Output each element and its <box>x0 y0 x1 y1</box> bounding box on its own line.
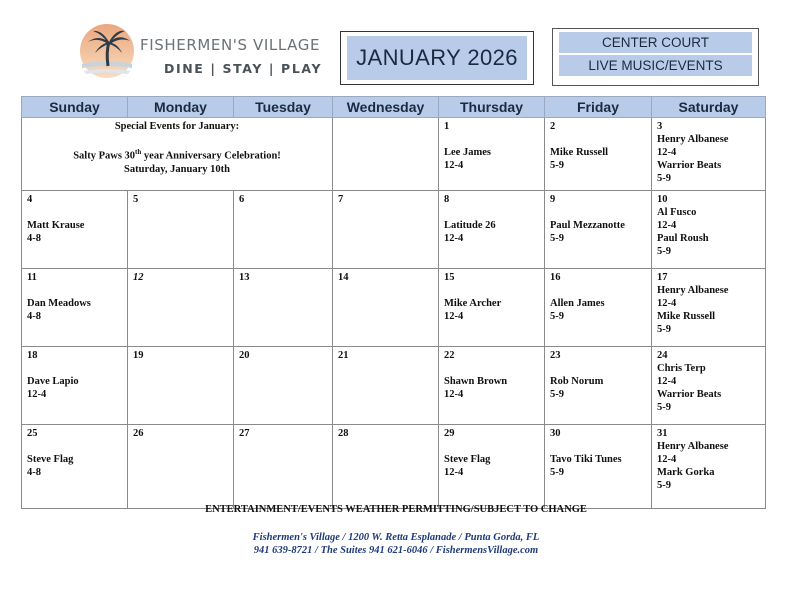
day-number: 22 <box>444 350 455 361</box>
brand-tagline: DINE | STAY | PLAY <box>164 61 323 76</box>
day-number: 6 <box>239 194 245 205</box>
performer-name: Steve Flag <box>444 454 491 465</box>
day-number: 11 <box>27 272 37 283</box>
performer-name: Latitude 26 <box>444 220 496 231</box>
day-number: 27 <box>239 428 250 439</box>
day-cell <box>333 425 439 509</box>
performer-name: Mike Russell <box>657 311 716 322</box>
performer-name: Al Fusco <box>657 207 697 218</box>
performance-time: 4-8 <box>27 311 41 322</box>
day-cell <box>234 269 333 347</box>
day-cell <box>439 191 545 269</box>
day-number: 9 <box>550 194 556 205</box>
day-number: 13 <box>239 272 250 283</box>
performance-time: 12-4 <box>444 160 464 171</box>
footer-contact <box>0 531 792 557</box>
performance-time: 5-9 <box>657 402 671 413</box>
day-number: 18 <box>27 350 38 361</box>
day-cell-empty <box>333 118 439 191</box>
footer-phone-website: 941 639-8721 / The Suites 941 621-6046 / FishermensVillage.com <box>253 545 539 556</box>
day-number: 3 <box>657 121 663 132</box>
day-number: 29 <box>444 428 455 439</box>
performance-time: 5-9 <box>550 389 564 400</box>
performance-time: 5-9 <box>550 233 564 244</box>
weekday-tuesday: Tuesday <box>234 97 333 118</box>
day-cell <box>128 347 234 425</box>
day-cell <box>652 118 766 191</box>
palm-tree-logo-icon <box>78 22 136 80</box>
week-row-2 <box>22 191 766 269</box>
performance-time: 12-4 <box>444 389 464 400</box>
performer-name: Warrior Beats <box>657 389 722 400</box>
day-number: 19 <box>133 350 144 361</box>
day-cell <box>545 425 652 509</box>
performer-name: Allen James <box>550 298 605 309</box>
day-cell <box>545 347 652 425</box>
day-number: 24 <box>657 350 668 361</box>
performance-time: 5-9 <box>550 311 564 322</box>
day-number: 1 <box>444 121 450 132</box>
performance-time: 12-4 <box>657 454 677 465</box>
day-number: 4 <box>27 194 33 205</box>
day-cell <box>439 118 545 191</box>
day-cell <box>22 191 128 269</box>
performance-time: 5-9 <box>657 246 671 257</box>
day-cell <box>333 347 439 425</box>
performer-name: Dave Lapio <box>27 376 79 387</box>
day-cell <box>333 191 439 269</box>
day-number: 25 <box>27 428 38 439</box>
performer-name: Paul Mezzanotte <box>550 220 625 231</box>
footer-address: Fishermen's Village / 1200 W. Retta Esplanade / Punta Gorda, FL <box>252 532 540 543</box>
day-cell <box>545 269 652 347</box>
day-number: 10 <box>657 194 668 205</box>
venue-box <box>552 28 759 86</box>
day-number: 12 <box>133 272 144 283</box>
performer-name: Henry Albanese <box>657 441 729 452</box>
day-cell <box>439 269 545 347</box>
day-number: 21 <box>338 350 349 361</box>
day-number: 14 <box>338 272 349 283</box>
day-cell <box>439 425 545 509</box>
special-events-title: Special Events for January: <box>114 121 240 132</box>
performance-time: 5-9 <box>657 324 671 335</box>
performer-name: Steve Flag <box>27 454 74 465</box>
day-cell <box>128 191 234 269</box>
calendar-grid <box>21 96 766 509</box>
performer-name: Paul Roush <box>657 233 709 244</box>
month-title: JANUARY 2026 <box>347 36 527 80</box>
day-cell <box>333 269 439 347</box>
day-cell <box>652 425 766 509</box>
day-cell <box>128 425 234 509</box>
day-cell <box>22 347 128 425</box>
weather-notice: ENTERTAINMENT/EVENTS WEATHER PERMITTING/SUBJECT TO CHANGE <box>205 504 587 515</box>
day-number: 8 <box>444 194 450 205</box>
special-events-cell <box>22 118 333 191</box>
performer-name: Warrior Beats <box>657 160 722 171</box>
performer-name: Henry Albanese <box>657 285 729 296</box>
performer-name: Chris Terp <box>657 363 706 374</box>
day-cell <box>128 269 234 347</box>
day-cell <box>234 425 333 509</box>
day-number: 16 <box>550 272 561 283</box>
performance-time: 12-4 <box>657 376 677 387</box>
brand-name: FISHERMEN'S VILLAGE <box>140 36 321 54</box>
performance-time: 4-8 <box>27 467 41 478</box>
weekday-friday: Friday <box>545 97 652 118</box>
performance-time: 12-4 <box>657 220 677 231</box>
performance-time: 12-4 <box>657 147 677 158</box>
day-number: 7 <box>338 194 344 205</box>
day-cell <box>22 425 128 509</box>
performance-time: 5-9 <box>657 173 671 184</box>
weekday-thursday: Thursday <box>439 97 545 118</box>
day-number: 20 <box>239 350 250 361</box>
day-cell <box>652 269 766 347</box>
performance-time: 12-4 <box>657 298 677 309</box>
performance-time: 5-9 <box>550 160 564 171</box>
day-number: 2 <box>550 121 556 132</box>
weekday-header-row <box>22 97 766 118</box>
performer-name: Lee James <box>444 147 491 158</box>
performer-name: Shawn Brown <box>444 376 508 387</box>
day-number: 17 <box>657 272 668 283</box>
performance-time: 4-8 <box>27 233 41 244</box>
performer-name: Mark Gorka <box>657 467 715 478</box>
brand-logo <box>78 22 330 84</box>
day-cell <box>22 269 128 347</box>
performance-time: 5-9 <box>657 480 671 491</box>
week-row-3 <box>22 269 766 347</box>
performer-name: Tavo Tiki Tunes <box>550 454 622 465</box>
day-cell <box>234 347 333 425</box>
venue-subtitle: LIVE MUSIC/EVENTS <box>559 55 752 76</box>
performance-time: 5-9 <box>550 467 564 478</box>
performer-name: Matt Krause <box>27 220 85 231</box>
performer-name: Rob Norum <box>550 376 604 387</box>
day-number: 30 <box>550 428 561 439</box>
day-number: 31 <box>657 428 668 439</box>
weekday-saturday: Saturday <box>652 97 766 118</box>
performance-time: 12-4 <box>444 233 464 244</box>
performer-name: Mike Archer <box>444 298 502 309</box>
special-event-name: Salty Paws 30th year Anniversary Celebration! <box>73 148 281 162</box>
weekday-monday: Monday <box>128 97 234 118</box>
day-number: 28 <box>338 428 349 439</box>
performance-time: 12-4 <box>27 389 47 400</box>
day-number: 5 <box>133 194 139 205</box>
month-title-box <box>340 31 534 85</box>
day-cell <box>439 347 545 425</box>
performer-name: Henry Albanese <box>657 134 729 145</box>
performer-name: Dan Meadows <box>27 298 91 309</box>
day-cell <box>652 191 766 269</box>
performance-time: 12-4 <box>444 467 464 478</box>
weekday-wednesday: Wednesday <box>333 97 439 118</box>
day-number: 23 <box>550 350 561 361</box>
week-row-5 <box>22 425 766 509</box>
weekday-sunday: Sunday <box>22 97 128 118</box>
day-number: 26 <box>133 428 144 439</box>
performer-name: Mike Russell <box>550 147 609 158</box>
performance-time: 12-4 <box>444 311 464 322</box>
day-cell <box>234 191 333 269</box>
day-cell <box>652 347 766 425</box>
venue-name: CENTER COURT <box>559 32 752 53</box>
week-row-1 <box>22 118 766 191</box>
week-row-4 <box>22 347 766 425</box>
day-cell <box>545 191 652 269</box>
day-cell <box>545 118 652 191</box>
special-event-date: Saturday, January 10th <box>124 163 230 175</box>
day-number: 15 <box>444 272 455 283</box>
